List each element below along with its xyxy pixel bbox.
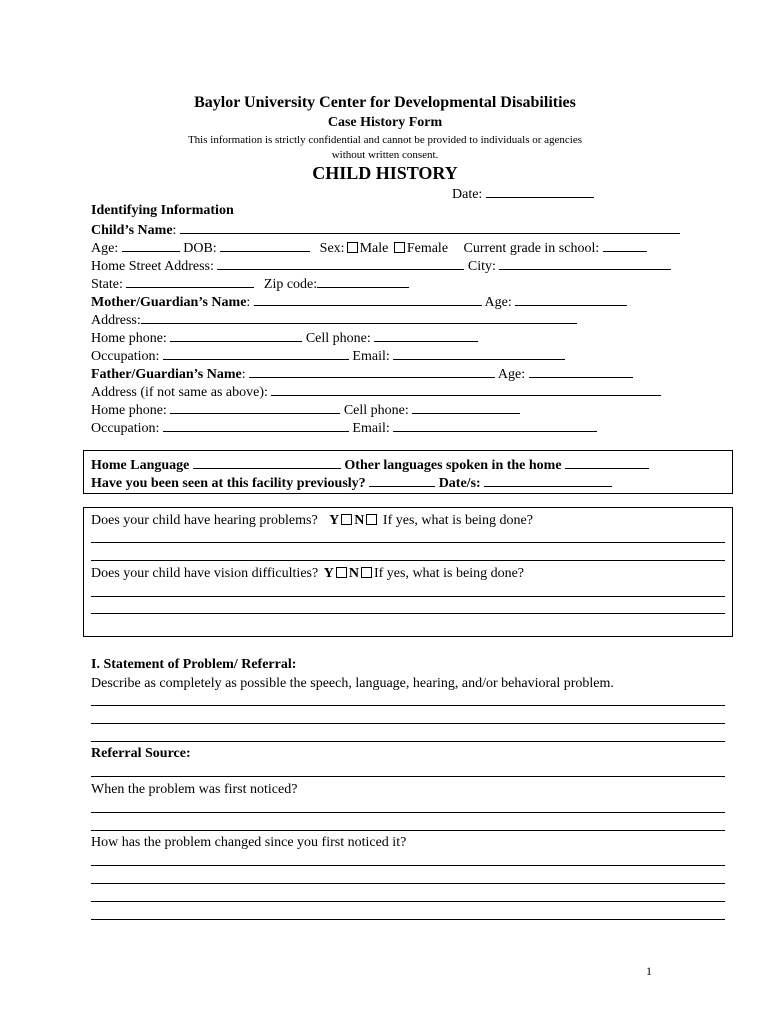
father-address-field[interactable] (271, 382, 661, 396)
state-label: State: (91, 277, 123, 292)
grade-field[interactable] (603, 238, 647, 252)
notice-line-1: This information is strictly confidential and cannot be provided to individuals or agencies (187, 134, 583, 146)
identifying-heading: Identifying Information (91, 203, 234, 218)
occupation-label: Occupation: (91, 349, 160, 364)
mother-email-field[interactable] (393, 346, 565, 360)
vision-yes-label: Y (323, 566, 334, 581)
first-noticed-line-2[interactable] (91, 830, 725, 831)
vision-answer-line-1[interactable] (91, 596, 725, 597)
mother-cell-phone-field[interactable] (374, 328, 478, 342)
vision-no-checkbox[interactable] (361, 567, 372, 578)
mother-name-label: Mother/Guardian’s Name (91, 295, 247, 310)
home-language-row (91, 455, 649, 475)
dates-label: Date/s: (438, 476, 481, 491)
father-age-field[interactable] (529, 364, 633, 378)
seen-before-row (91, 473, 612, 493)
hearing-answer-line-2[interactable] (91, 560, 725, 561)
zip-label: Zip code: (263, 277, 318, 292)
city-label: City: (467, 259, 496, 274)
referral-source-line[interactable] (91, 776, 725, 777)
other-languages-field[interactable] (565, 455, 649, 469)
age-dob-sex-row (91, 238, 647, 258)
date-row (452, 184, 594, 204)
section-title: CHILD HISTORY (312, 163, 458, 183)
dob-field[interactable] (220, 238, 310, 252)
changed-line-4[interactable] (91, 919, 725, 920)
sex-label: Sex: (319, 241, 345, 256)
mother-address-row (91, 310, 577, 330)
state-zip-row (91, 274, 409, 294)
mother-age-field[interactable] (515, 292, 627, 306)
date-label: Date: (452, 187, 483, 202)
father-occupation-field[interactable] (163, 418, 349, 432)
email-label-2: Email: (352, 421, 390, 436)
problem-line-2[interactable] (91, 723, 725, 724)
hearing-row (91, 512, 533, 530)
hearing-yes-label: Y (329, 513, 340, 528)
changed-line-2[interactable] (91, 883, 725, 884)
confidentiality-notice (0, 133, 770, 163)
grade-label: Current grade in school: (463, 241, 600, 256)
father-name-field[interactable] (249, 364, 495, 378)
vision-yes-checkbox[interactable] (336, 567, 347, 578)
zip-field[interactable] (317, 274, 409, 288)
child-name-row: Child’s Name: (91, 220, 680, 240)
hearing-no-label: N (354, 513, 365, 528)
mother-occupation-row (91, 346, 565, 366)
seen-before-field[interactable] (369, 473, 435, 487)
female-checkbox[interactable] (394, 242, 405, 253)
changed-line-3[interactable] (91, 901, 725, 902)
father-home-phone-field[interactable] (170, 400, 340, 414)
father-cell-phone-field[interactable] (412, 400, 520, 414)
changed-label: How has the problem changed since you first noticed it? (91, 835, 407, 850)
vision-answer-line-2[interactable] (91, 613, 725, 614)
cell-phone-label: Cell phone: (305, 331, 371, 346)
father-name-label: Father/Guardian’s Name (91, 367, 242, 382)
father-occupation-row (91, 418, 597, 438)
hearing-answer-line-1[interactable] (91, 542, 725, 543)
hearing-yes-checkbox[interactable] (341, 514, 352, 525)
vision-follow-label: If yes, what is being done? (373, 566, 525, 581)
hearing-no-checkbox[interactable] (366, 514, 377, 525)
male-label: Male (359, 241, 389, 256)
date-field[interactable] (486, 184, 594, 198)
dates-field[interactable] (484, 473, 612, 487)
hearing-follow-label: If yes, what is being done? (382, 513, 533, 528)
form-name: Case History Form (327, 115, 443, 130)
problem-line-1[interactable] (91, 705, 725, 706)
home-phone-label: Home phone: (91, 331, 167, 346)
mother-row: Mother/Guardian’s Name: Age: (91, 292, 627, 312)
street-row (91, 256, 671, 276)
state-field[interactable] (126, 274, 254, 288)
home-language-field[interactable] (193, 455, 341, 469)
mother-age-label: Age: (484, 295, 512, 310)
home-language-label: Home Language (91, 458, 190, 473)
mother-occupation-field[interactable] (163, 346, 349, 360)
female-label: Female (406, 241, 449, 256)
vision-no-label: N (348, 566, 359, 581)
vision-question: Does your child have vision difficulties? (91, 566, 319, 581)
age-label: Age: (91, 241, 119, 256)
street-field[interactable] (217, 256, 464, 270)
other-languages-label: Other languages spoken in the home (344, 458, 562, 473)
father-row: Father/Guardian’s Name: Age: (91, 364, 633, 384)
notice-line-2: without written consent. (331, 149, 439, 161)
first-noticed-label: When the problem was first noticed? (91, 782, 298, 797)
dob-label: DOB: (183, 241, 217, 256)
address-label: Address: (91, 313, 141, 328)
problem-heading: I. Statement of Problem/ Referral: (91, 657, 297, 672)
mother-name-field[interactable] (254, 292, 482, 306)
home-phone-label-2: Home phone: (91, 403, 167, 418)
referral-source-label: Referral Source: (91, 746, 191, 761)
hearing-question: Does your child have hearing problems? (91, 513, 318, 528)
cell-phone-label-2: Cell phone: (343, 403, 409, 418)
age-field[interactable] (122, 238, 180, 252)
father-address-row (91, 382, 661, 402)
child-name-field[interactable] (180, 220, 680, 234)
page-number: 1 (646, 964, 652, 978)
child-name-label: Child’s Name (91, 223, 173, 238)
father-age-label: Age: (497, 367, 526, 382)
father-phone-row (91, 400, 520, 420)
mother-phone-row (91, 328, 478, 348)
problem-describe: Describe as completely as possible the speech, language, hearing, and/or behavioral problem. (91, 676, 614, 691)
email-label: Email: (352, 349, 390, 364)
address-alt-label: Address (if not same as above): (91, 385, 268, 400)
male-checkbox[interactable] (347, 242, 358, 253)
mother-home-phone-field[interactable] (170, 328, 302, 342)
street-label: Home Street Address: (91, 259, 214, 274)
problem-line-3[interactable] (91, 741, 725, 742)
seen-before-label: Have you been seen at this facility previously? (91, 476, 366, 491)
vision-row (91, 565, 524, 583)
first-noticed-line-1[interactable] (91, 812, 725, 813)
institution-title: Baylor University Center for Developmental Disabilities (194, 94, 576, 111)
city-field[interactable] (499, 256, 671, 270)
mother-address-field[interactable] (141, 310, 577, 324)
occupation-label-2: Occupation: (91, 421, 160, 436)
changed-line-1[interactable] (91, 865, 725, 866)
father-email-field[interactable] (393, 418, 597, 432)
